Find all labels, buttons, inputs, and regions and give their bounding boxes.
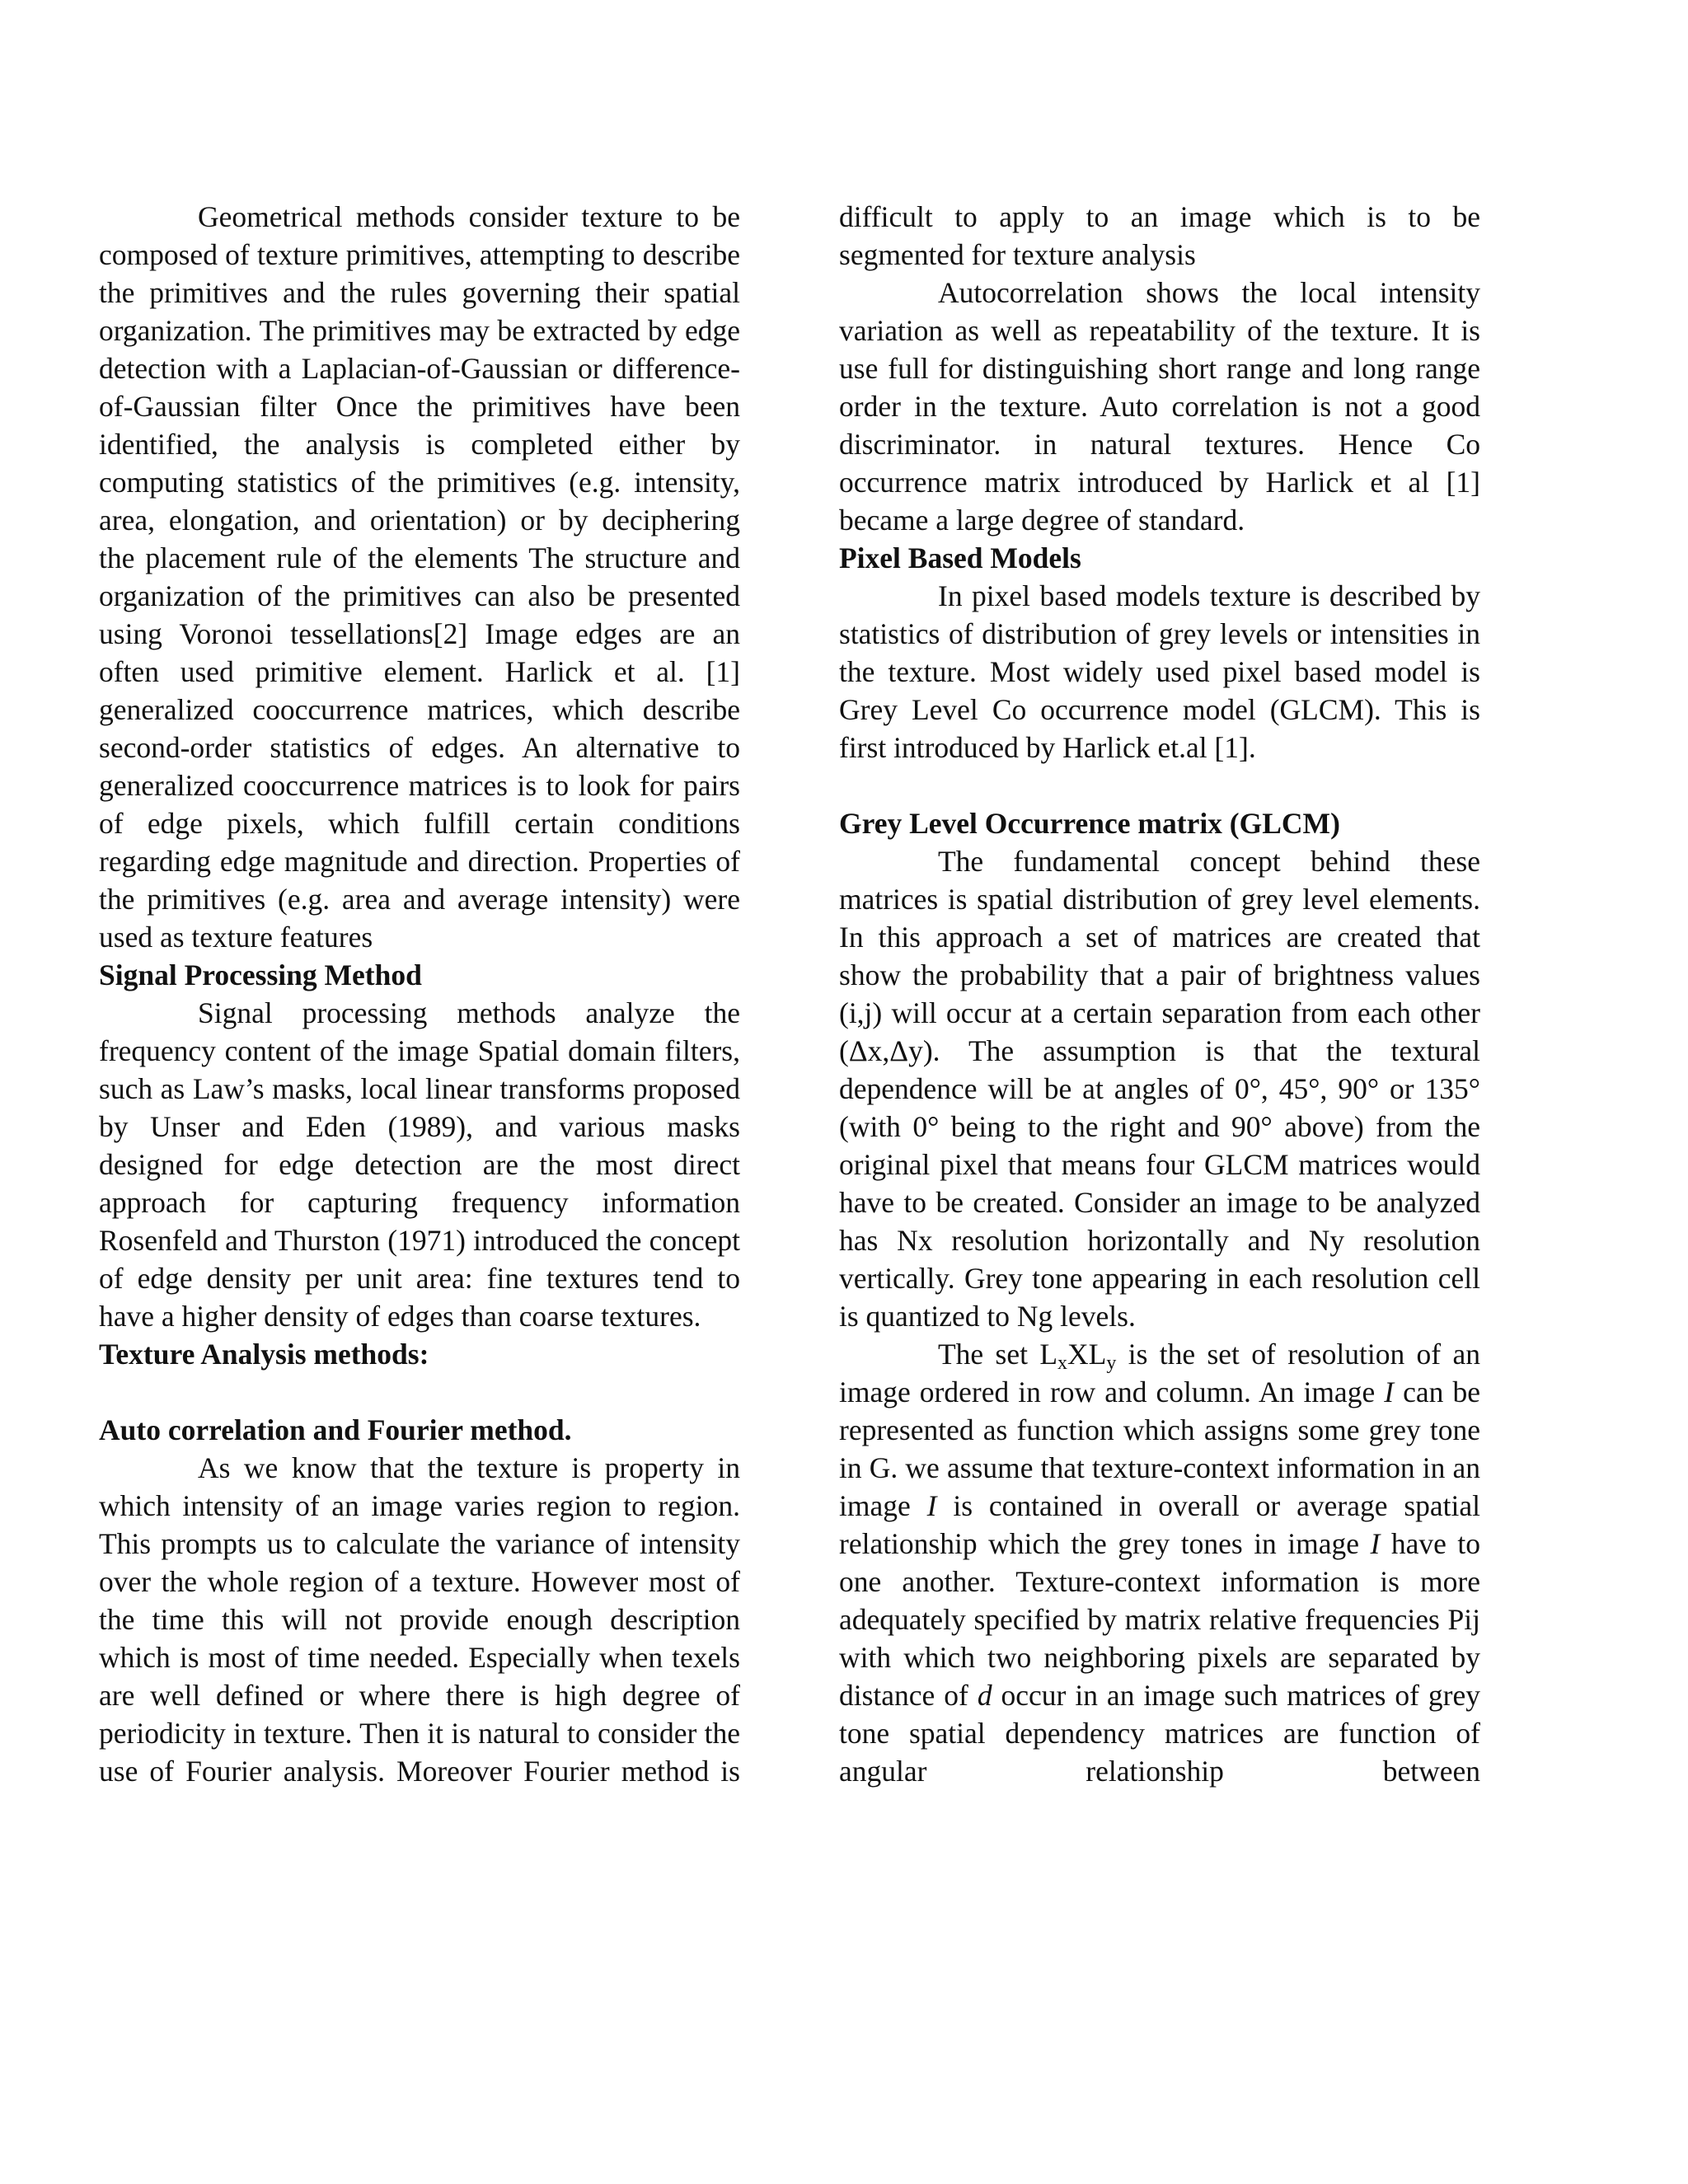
variable-image-i: I — [1370, 1527, 1381, 1560]
text-fragment: occur in an image such matrices of grey tone spatial dependency matrices are function of angular relationship between — [839, 1679, 1480, 1788]
paragraph-signal-processing: Signal processing methods analyze the frequency content of the image Spatial domain filters, such as Law’s masks, local linear transforms proposed by Unser and Eden (1989), and various masks designed for edge detection are the most direct approach for capturing frequency information Rosenfeld and Thurston (1971) introduced the concept of edge density per unit area: fine textures tend to have a higher density of edges than coarse textures. — [99, 996, 740, 1333]
paragraph-glcm: The fundamental concept behind these matrices is spatial distribution of grey level elements. In this approach a set of matrices are created that show the probability that a pair of brightness values (i,j) will occur at a certain separation from each other (Δx,Δy). The assumption is that the textural dependence will be at angles of 0°, 45°, 90° or 135° (with 0° being to the right and 90° above) from the original pixel that means four GLCM matrices would have to be created. Consider an image to be analyzed has Nx resolution horizontally and Ny resolution vertically. Grey tone appearing in each resolution cell is quantized to Ng levels. — [839, 845, 1480, 1333]
paragraph-continued: difficult to apply to an image which is to be segmented for texture analysis — [839, 200, 1480, 271]
paragraph-geometrical-methods: Geometrical methods consider texture to be composed of texture primitives, attempting to describe the primitives and the rules governing their spatial organization. The primitives may be extracted by edge detection with a Laplacian-of-Gaussian or difference-of-Gaussian filter Once the primitives have been identified, the analysis is completed either by computing statistics of the primitives (e.g. intensity, area, elongation, and orientation) or by deciphering the placement rule of the elements The structure and organization of the primitives can also be presented using Voronoi tessellations[2] Image edges are an often used primitive element. Harlick et al. [1] generalized cooccurrence matrices, which describe second-order statistics of edges. An alternative to generalized cooccurrence matrices is to look for pairs of edge pixels, which fulfill certain conditions regarding edge magnitude and direction. Properties of the primitives (e.g. area and average intensity) were used as texture features — [99, 200, 740, 954]
text-fragment: is contained in overall or average spatial relationship which the grey tones in image — [839, 1489, 1480, 1560]
paragraph-autocorrelation-fourier: As we know that the texture is property in which intensity of an image varies region to region. This prompts us to calculate the variance of intensity over the whole region of a texture. However most of the time this will not provide enough description which is most of time needed. Especially when texels are well defined or where there is high degree of periodicity in texture. Then it is natural to consider the use of Fourier analysis. Moreover Fourier method is — [99, 1451, 740, 1788]
variable-distance-d: d — [977, 1679, 992, 1712]
text-fragment: have to one another. Texture-context information is more adequately specified by matrix relative frequencies Pij with which two neighboring pixels are separated by distance of — [839, 1527, 1480, 1712]
heading-texture-analysis-methods: Texture Analysis methods: — [99, 1338, 429, 1371]
subscript-x: x — [1057, 1352, 1068, 1374]
variable-image-i: I — [1384, 1376, 1395, 1408]
paragraph-pixel-based-models: In pixel based models texture is described by statistics of distribution of grey levels or intensities in the texture. Most widely used pixel based model is Grey Level Co occurrence model (GLCM). This is first introduced by Harlick et.al [1]. — [839, 579, 1480, 764]
left-column — [99, 198, 740, 1790]
paragraph-autocorrelation: Autocorrelation shows the local intensity variation as well as repeatability of the texture. It is use full for distinguishing short range and long range order in the texture. Auto correlation is not a good discriminator. in natural textures. Hence Co occurrence matrix introduced by Harlick et al [1] became a large degree of standard. — [839, 276, 1480, 537]
heading-pixel-based-models: Pixel Based Models — [839, 541, 1081, 574]
heading-glcm: Grey Level Occurrence matrix (GLCM) — [839, 807, 1340, 840]
variable-image-i: I — [926, 1489, 937, 1522]
paragraph-resolution-set — [839, 1335, 1480, 1790]
right-column — [839, 198, 1480, 1790]
heading-autocorrelation-fourier: Auto correlation and Fourier method. — [99, 1413, 572, 1446]
text-fragment: is the set of resolution of an image ordered in row and column. An image — [839, 1338, 1480, 1408]
text-fragment: XL — [1067, 1338, 1107, 1371]
subscript-y: y — [1106, 1352, 1117, 1374]
heading-signal-processing: Signal Processing Method — [99, 958, 422, 991]
text-fragment: can be represented as function which assigns some grey tone in G. we assume that texture-context information in an image — [839, 1376, 1480, 1522]
spacer — [99, 1373, 740, 1411]
text-fragment: The set L — [938, 1338, 1058, 1371]
